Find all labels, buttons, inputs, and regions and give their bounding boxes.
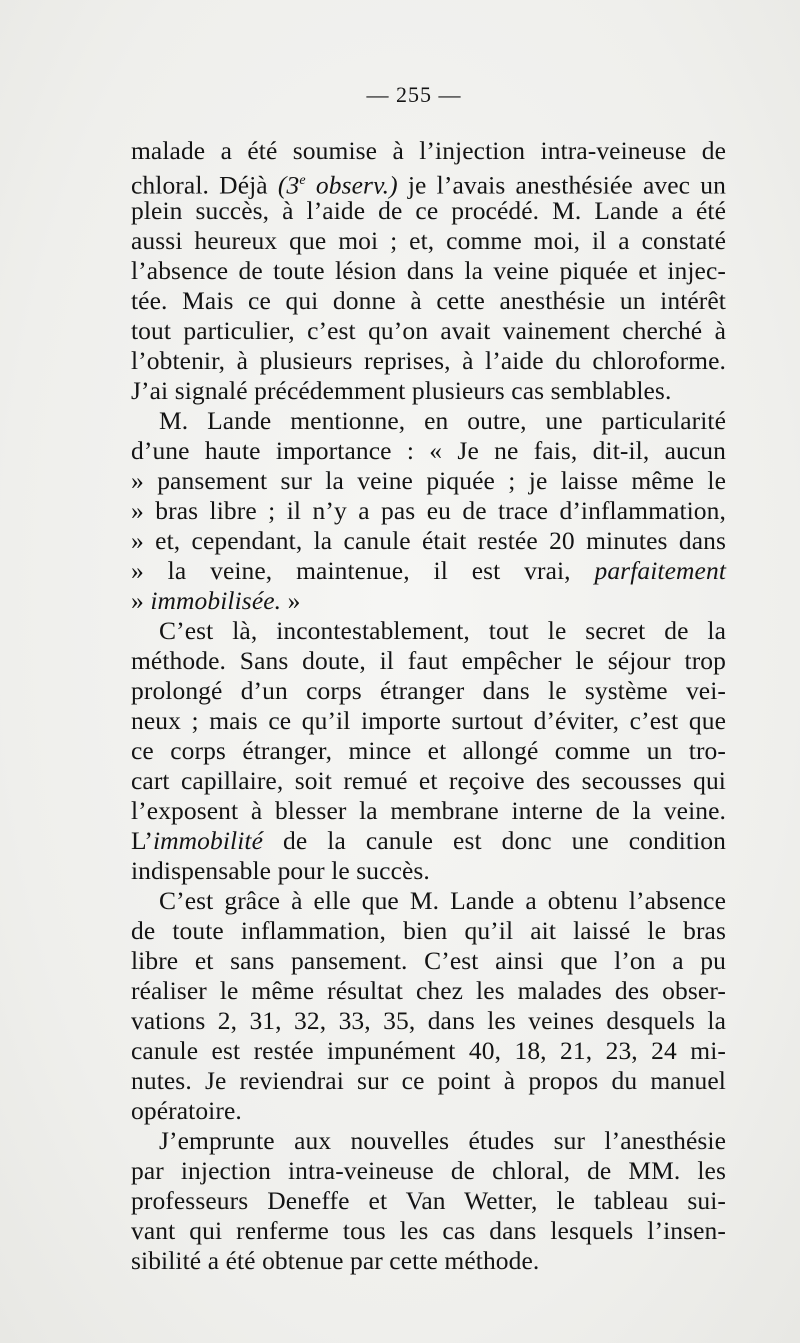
text-line: nutes. Je reviendrai sur ce point à propos du manuel: [131, 1066, 726, 1095]
text-line: méthode. Sans doute, il faut empêcher le séjour trop: [131, 646, 726, 675]
text-line: plein succès, à l’aide de ce procédé. M. Lande a été: [131, 196, 726, 225]
text-line: tout particulier, c’est qu’on avait vainement cherché à: [131, 316, 726, 345]
text-line: l’obtenir, à plusieurs reprises, à l’aide du chloroforme.: [131, 346, 726, 375]
text-line: » pansement sur la veine piquée ; je laisse même le: [131, 466, 726, 495]
text-line: de toute inflammation, bien qu’il ait laissé le bras: [131, 916, 726, 945]
text-line: cart capillaire, soit remué et reçoive des secousses qui: [131, 766, 726, 795]
text-line: prolongé d’un corps étranger dans le système vei-: [131, 676, 726, 705]
page-number: — 255 —: [366, 82, 462, 107]
text-line: par injection intra-veineuse de chloral, de MM. les: [131, 1156, 726, 1185]
text-line: professeurs Deneffe et Van Wetter, le tableau sui-: [131, 1186, 726, 1215]
text-line: vant qui renferme tous les cas dans lesquels l’insen-: [131, 1216, 726, 1245]
text-line: libre et sans pansement. C’est ainsi que l’on a pu: [131, 946, 726, 975]
body-text: [131, 136, 726, 1276]
text-line: » et, cependant, la canule était restée 20 minutes dans: [131, 526, 726, 555]
text-line: ce corps étranger, mince et allongé comme un tro-: [131, 736, 726, 765]
text-line: d’une haute importance : « Je ne fais, dit-il, aucun: [131, 436, 726, 465]
text-line: sibilité a été obtenue par cette méthode.: [131, 1246, 540, 1275]
text-line: » immobilisée. »: [131, 586, 301, 615]
text-line: C’est grâce à elle que M. Lande a obtenu l’absence: [159, 886, 726, 915]
text-line: M. Lande mentionne, en outre, une particularité: [159, 406, 726, 435]
text-line: opératoire.: [131, 1096, 242, 1125]
text-line: tée. Mais ce qui donne à cette anesthésie un intérêt: [131, 286, 726, 315]
text-line: réaliser le même résultat chez les malades des obser-: [131, 976, 726, 1005]
text-line: chloral. Déjà (3e observ.) je l’avais anesthésiée avec un: [131, 170, 726, 200]
text-line: aussi heureux que moi ; et, comme moi, il a constaté: [131, 226, 726, 255]
text-line: J’emprunte aux nouvelles études sur l’anesthésie: [159, 1126, 726, 1155]
text-line: indispensable pour le succès.: [131, 856, 430, 885]
text-line: J’ai signalé précédemment plusieurs cas semblables.: [131, 376, 672, 405]
text-line: » bras libre ; il n’y a pas eu de trace d’inflammation,: [131, 496, 726, 525]
text-line: l’absence de toute lésion dans la veine piquée et injec-: [131, 256, 726, 285]
text-line: l’exposent à blesser la membrane interne de la veine.: [131, 796, 726, 825]
text-line: neux ; mais ce qu’il importe surtout d’éviter, c’est que: [131, 706, 726, 735]
text-line: » la veine, maintenue, il est vrai, parfaitement: [131, 556, 726, 585]
text-line: C’est là, incontestablement, tout le secret de la: [159, 616, 726, 645]
text-line: malade a été soumise à l’injection intra-veineuse de: [131, 136, 726, 165]
text-line: L’immobilité de la canule est donc une condition: [131, 826, 726, 855]
text-line: canule est restée impunément 40, 18, 21, 23, 24 mi-: [131, 1036, 726, 1065]
text-line: vations 2, 31, 32, 33, 35, dans les veines desquels la: [131, 1006, 726, 1035]
